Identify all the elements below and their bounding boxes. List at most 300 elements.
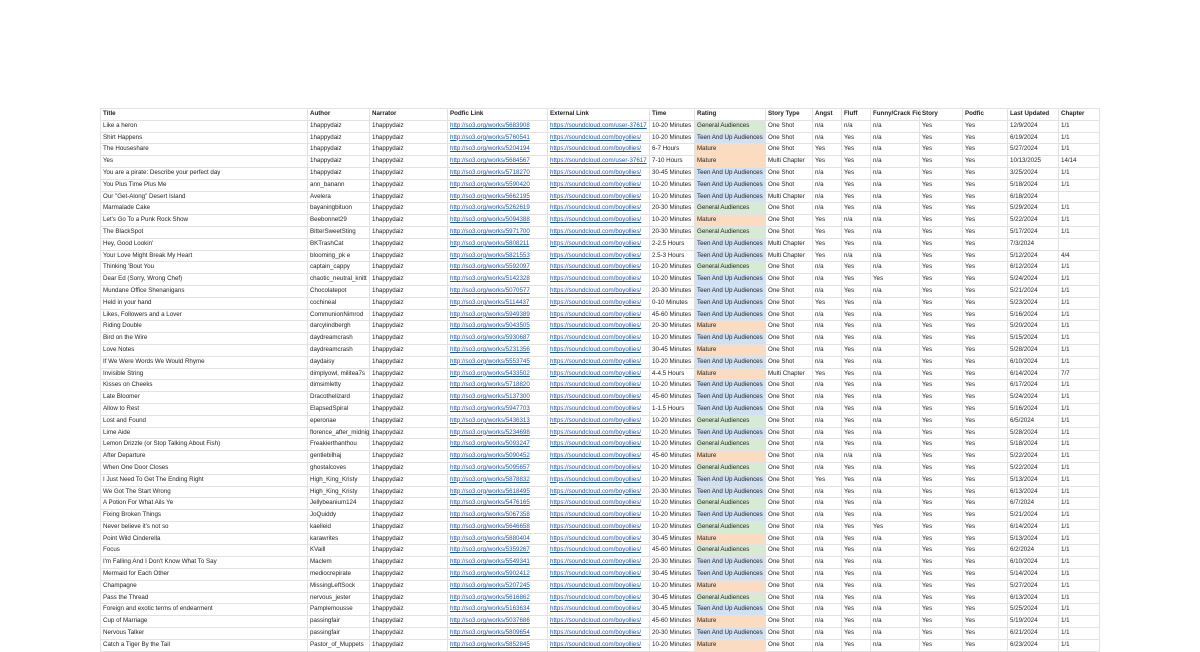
column-header-last-updated[interactable]: Last Updated (1008, 109, 1059, 121)
cell-funny-crack-fic[interactable]: Yes (871, 274, 920, 286)
cell-time[interactable]: 30-45 Minutes (650, 604, 695, 616)
cell-last-updated[interactable]: 3/25/2024 (1008, 167, 1059, 179)
cell-podfic-link[interactable]: http://so3.org/works/5683908 (448, 120, 548, 132)
cell-last-updated[interactable]: 6/14/2024 (1008, 368, 1059, 380)
cell-external-link[interactable]: https://soundcloud.com/boyollies/ (548, 533, 650, 545)
cell-author[interactable]: mediocrepirate (308, 569, 370, 581)
cell-rating[interactable]: General Audiences (695, 203, 766, 215)
cell-chapter[interactable]: 1/1 (1059, 120, 1100, 132)
cell-angst[interactable]: n/a (813, 132, 842, 144)
cell-funny-crack-fic[interactable]: n/a (871, 215, 920, 227)
cell-narrator[interactable]: 1happydaiz (370, 344, 448, 356)
column-header-author[interactable]: Author (308, 109, 370, 121)
cell-angst[interactable]: n/a (813, 462, 842, 474)
cell-external-link[interactable]: https://soundcloud.com/boyollies/ (548, 274, 650, 286)
cell-story[interactable]: Yes (920, 321, 963, 333)
cell-podfic-link[interactable]: http://so3.org/works/5142328 (448, 274, 548, 286)
cell-external-link[interactable]: https://soundcloud.com/boyollies/ (548, 321, 650, 333)
cell-last-updated[interactable]: 5/18/2024 (1008, 179, 1059, 191)
cell-chapter[interactable]: 1/1 (1059, 262, 1100, 274)
cell-time[interactable]: 20-30 Minutes (650, 203, 695, 215)
cell-podfic[interactable]: Yes (963, 309, 1008, 321)
cell-author[interactable]: 1happydaiz (308, 156, 370, 168)
cell-time[interactable]: 10-20 Minutes (650, 380, 695, 392)
cell-narrator[interactable]: 1happydaiz (370, 392, 448, 404)
cell-author[interactable]: dimsimletty (308, 380, 370, 392)
cell-fluff[interactable]: Yes (842, 344, 871, 356)
cell-fluff[interactable]: Yes (842, 167, 871, 179)
cell-time[interactable]: 7-10 Hours (650, 156, 695, 168)
cell-external-link[interactable]: https://soundcloud.com/boyollies/ (548, 403, 650, 415)
cell-fluff[interactable]: Yes (842, 403, 871, 415)
cell-time[interactable]: 0-10 Minutes (650, 297, 695, 309)
cell-story-type[interactable]: One Shot (766, 557, 813, 569)
cell-narrator[interactable]: 1happydaiz (370, 167, 448, 179)
cell-angst[interactable]: Yes (813, 156, 842, 168)
cell-fluff[interactable]: Yes (842, 510, 871, 522)
cell-funny-crack-fic[interactable]: n/a (871, 250, 920, 262)
cell-time[interactable]: 10-20 Minutes (650, 639, 695, 651)
cell-podfic[interactable]: Yes (963, 545, 1008, 557)
cell-story-type[interactable]: One Shot (766, 628, 813, 640)
cell-narrator[interactable]: 1happydaiz (370, 250, 448, 262)
cell-story-type[interactable]: One Shot (766, 545, 813, 557)
cell-time[interactable]: 4-4.5 Hours (650, 368, 695, 380)
cell-fluff[interactable]: Yes (842, 639, 871, 651)
cell-time[interactable]: 45-60 Minutes (650, 309, 695, 321)
cell-podfic[interactable]: Yes (963, 521, 1008, 533)
cell-chapter[interactable]: 7/7 (1059, 368, 1100, 380)
cell-podfic[interactable]: Yes (963, 321, 1008, 333)
cell-story[interactable]: Yes (920, 498, 963, 510)
cell-narrator[interactable]: 1happydaiz (370, 628, 448, 640)
cell-title[interactable]: Catch a Tiger By the Tail (101, 639, 308, 651)
cell-rating[interactable]: Mature (695, 156, 766, 168)
cell-story[interactable]: Yes (920, 462, 963, 474)
cell-funny-crack-fic[interactable]: Yes (871, 521, 920, 533)
cell-podfic[interactable]: Yes (963, 132, 1008, 144)
cell-author[interactable]: Dracothelizard (308, 392, 370, 404)
cell-rating[interactable]: Mature (695, 580, 766, 592)
cell-narrator[interactable]: 1happydaiz (370, 333, 448, 345)
cell-angst[interactable]: n/a (813, 392, 842, 404)
cell-fluff[interactable]: Yes (842, 592, 871, 604)
cell-rating[interactable]: General Audiences (695, 415, 766, 427)
cell-funny-crack-fic[interactable]: n/a (871, 203, 920, 215)
cell-chapter[interactable]: 14/14 (1059, 156, 1100, 168)
cell-last-updated[interactable]: 5/24/2024 (1008, 274, 1059, 286)
cell-last-updated[interactable]: 5/22/2024 (1008, 215, 1059, 227)
cell-narrator[interactable]: 1happydaiz (370, 274, 448, 286)
cell-title[interactable]: Your Love Might Break My Heart (101, 250, 308, 262)
cell-author[interactable]: BKTrashCat (308, 238, 370, 250)
cell-fluff[interactable]: Yes (842, 285, 871, 297)
cell-funny-crack-fic[interactable]: n/a (871, 462, 920, 474)
cell-story-type[interactable]: One Shot (766, 521, 813, 533)
column-header-story-type[interactable]: Story Type (766, 109, 813, 121)
cell-last-updated[interactable]: 6/12/2024 (1008, 262, 1059, 274)
cell-story-type[interactable]: One Shot (766, 403, 813, 415)
column-header-funny-crack-fic[interactable]: Funny/Crack Fic (871, 109, 920, 121)
cell-story[interactable]: Yes (920, 533, 963, 545)
cell-author[interactable]: ghostalcoves (308, 462, 370, 474)
cell-title[interactable]: Pass the Thread (101, 592, 308, 604)
cell-external-link[interactable]: https://soundcloud.com/boyollies/ (548, 639, 650, 651)
cell-last-updated[interactable]: 5/18/2024 (1008, 439, 1059, 451)
cell-rating[interactable]: General Audiences (695, 521, 766, 533)
cell-funny-crack-fic[interactable]: n/a (871, 368, 920, 380)
cell-podfic-link[interactable]: http://so3.org/works/5137300 (448, 392, 548, 404)
cell-author[interactable]: Pastor_of_Muppets (308, 639, 370, 651)
cell-story-type[interactable]: One Shot (766, 462, 813, 474)
cell-rating[interactable]: General Audiences (695, 592, 766, 604)
cell-external-link[interactable]: https://soundcloud.com/boyollies/ (548, 451, 650, 463)
cell-podfic-link[interactable]: http://so3.org/works/5549341 (448, 557, 548, 569)
cell-story-type[interactable]: One Shot (766, 179, 813, 191)
cell-podfic-link[interactable]: http://so3.org/works/5852845 (448, 639, 548, 651)
cell-funny-crack-fic[interactable]: n/a (871, 132, 920, 144)
cell-chapter[interactable]: 1/1 (1059, 557, 1100, 569)
cell-author[interactable]: gentlebilhaj (308, 451, 370, 463)
cell-narrator[interactable]: 1happydaiz (370, 451, 448, 463)
cell-story-type[interactable]: One Shot (766, 439, 813, 451)
cell-author[interactable]: nervous_jester (308, 592, 370, 604)
cell-angst[interactable]: n/a (813, 427, 842, 439)
cell-story[interactable]: Yes (920, 592, 963, 604)
cell-story[interactable]: Yes (920, 191, 963, 203)
cell-angst[interactable]: n/a (813, 580, 842, 592)
cell-angst[interactable]: Yes (813, 250, 842, 262)
cell-author[interactable]: Jellybeanium124 (308, 498, 370, 510)
cell-podfic[interactable]: Yes (963, 451, 1008, 463)
cell-angst[interactable]: n/a (813, 333, 842, 345)
cell-rating[interactable]: Teen And Up Audiences (695, 179, 766, 191)
cell-rating[interactable]: Teen And Up Audiences (695, 285, 766, 297)
cell-last-updated[interactable]: 5/22/2024 (1008, 462, 1059, 474)
cell-angst[interactable]: n/a (813, 321, 842, 333)
cell-external-link[interactable]: https://soundcloud.com/boyollies/ (548, 309, 650, 321)
cell-external-link[interactable]: https://soundcloud.com/boyollies/ (548, 144, 650, 156)
cell-time[interactable]: 45-60 Minutes (650, 392, 695, 404)
cell-podfic-link[interactable]: http://so3.org/works/5930687 (448, 333, 548, 345)
cell-title[interactable]: Lost and Found (101, 415, 308, 427)
cell-rating[interactable]: Teen And Up Audiences (695, 167, 766, 179)
cell-time[interactable]: 30-45 Minutes (650, 592, 695, 604)
cell-story-type[interactable]: One Shot (766, 639, 813, 651)
cell-title[interactable]: Invisible String (101, 368, 308, 380)
cell-podfic-link[interactable]: http://so3.org/works/5093247 (448, 439, 548, 451)
cell-angst[interactable]: Yes (813, 226, 842, 238)
cell-story-type[interactable]: Multi Chapter (766, 156, 813, 168)
cell-fluff[interactable]: n/a (842, 215, 871, 227)
cell-fluff[interactable]: Yes (842, 262, 871, 274)
cell-funny-crack-fic[interactable]: n/a (871, 285, 920, 297)
cell-story-type[interactable]: One Shot (766, 580, 813, 592)
cell-author[interactable]: 1happydaiz (308, 132, 370, 144)
cell-story-type[interactable]: One Shot (766, 498, 813, 510)
cell-author[interactable]: cochineal (308, 297, 370, 309)
cell-external-link[interactable]: https://soundcloud.com/boyollies/ (548, 486, 650, 498)
cell-chapter[interactable]: 1/1 (1059, 309, 1100, 321)
cell-title[interactable]: Late Bloomer (101, 392, 308, 404)
cell-angst[interactable]: Yes (813, 474, 842, 486)
cell-time[interactable]: 20-30 Minutes (650, 628, 695, 640)
cell-rating[interactable]: Teen And Up Audiences (695, 474, 766, 486)
cell-chapter[interactable]: 1/1 (1059, 380, 1100, 392)
column-header-podfic[interactable]: Podfic (963, 109, 1008, 121)
cell-time[interactable]: 30-45 Minutes (650, 344, 695, 356)
cell-funny-crack-fic[interactable]: n/a (871, 604, 920, 616)
cell-external-link[interactable]: https://soundcloud.com/boyollies/ (548, 521, 650, 533)
cell-author[interactable]: bayaningbituon (308, 203, 370, 215)
cell-story[interactable]: Yes (920, 344, 963, 356)
cell-external-link[interactable]: https://soundcloud.com/boyollies/ (548, 427, 650, 439)
cell-rating[interactable]: Mature (695, 639, 766, 651)
cell-title[interactable]: I Just Need To Get The Ending Right (101, 474, 308, 486)
cell-title[interactable]: When One Door Closes (101, 462, 308, 474)
cell-story[interactable]: Yes (920, 333, 963, 345)
cell-last-updated[interactable]: 5/15/2024 (1008, 333, 1059, 345)
cell-podfic[interactable]: Yes (963, 392, 1008, 404)
cell-external-link[interactable]: https://soundcloud.com/boyollies/ (548, 215, 650, 227)
cell-narrator[interactable]: 1happydaiz (370, 179, 448, 191)
cell-angst[interactable]: Yes (813, 215, 842, 227)
cell-rating[interactable]: Teen And Up Audiences (695, 238, 766, 250)
cell-title[interactable]: The BlackSpot (101, 226, 308, 238)
cell-author[interactable]: daydaisy (308, 356, 370, 368)
cell-last-updated[interactable]: 6/10/2024 (1008, 356, 1059, 368)
cell-story-type[interactable]: One Shot (766, 226, 813, 238)
cell-podfic-link[interactable]: http://so3.org/works/5718270 (448, 167, 548, 179)
cell-angst[interactable]: n/a (813, 403, 842, 415)
cell-fluff[interactable]: Yes (842, 521, 871, 533)
cell-last-updated[interactable]: 6/2/2024 (1008, 545, 1059, 557)
cell-story[interactable]: Yes (920, 451, 963, 463)
cell-chapter[interactable]: 1/1 (1059, 580, 1100, 592)
cell-story[interactable]: Yes (920, 604, 963, 616)
cell-time[interactable]: 45-60 Minutes (650, 616, 695, 628)
cell-angst[interactable]: n/a (813, 203, 842, 215)
cell-funny-crack-fic[interactable]: n/a (871, 545, 920, 557)
cell-funny-crack-fic[interactable]: n/a (871, 569, 920, 581)
cell-title[interactable]: Shirt Happens (101, 132, 308, 144)
cell-rating[interactable]: General Audiences (695, 120, 766, 132)
cell-angst[interactable]: n/a (813, 120, 842, 132)
cell-story-type[interactable]: One Shot (766, 533, 813, 545)
cell-podfic[interactable]: Yes (963, 238, 1008, 250)
cell-rating[interactable]: Mature (695, 616, 766, 628)
cell-chapter[interactable]: 1/1 (1059, 498, 1100, 510)
cell-podfic[interactable]: Yes (963, 498, 1008, 510)
cell-title[interactable]: Fixing Broken Things (101, 510, 308, 522)
cell-angst[interactable]: n/a (813, 262, 842, 274)
cell-funny-crack-fic[interactable]: n/a (871, 309, 920, 321)
cell-chapter[interactable]: 1/1 (1059, 592, 1100, 604)
cell-narrator[interactable]: 1happydaiz (370, 297, 448, 309)
cell-funny-crack-fic[interactable]: n/a (871, 179, 920, 191)
cell-story-type[interactable]: One Shot (766, 415, 813, 427)
cell-story-type[interactable]: One Shot (766, 616, 813, 628)
cell-external-link[interactable]: https://soundcloud.com/boyollies/ (548, 333, 650, 345)
cell-podfic-link[interactable]: http://so3.org/works/5043505 (448, 321, 548, 333)
cell-chapter[interactable]: 1/1 (1059, 333, 1100, 345)
cell-narrator[interactable]: 1happydaiz (370, 309, 448, 321)
cell-podfic-link[interactable]: http://so3.org/works/5947703 (448, 403, 548, 415)
cell-story-type[interactable]: One Shot (766, 274, 813, 286)
cell-narrator[interactable]: 1happydaiz (370, 498, 448, 510)
cell-author[interactable]: kaelleid (308, 521, 370, 533)
cell-narrator[interactable]: 1happydaiz (370, 427, 448, 439)
cell-author[interactable]: darcylindbergh (308, 321, 370, 333)
cell-angst[interactable]: n/a (813, 344, 842, 356)
cell-podfic[interactable]: Yes (963, 333, 1008, 345)
cell-funny-crack-fic[interactable]: n/a (871, 628, 920, 640)
cell-external-link[interactable]: https://soundcloud.com/boyollies/ (548, 179, 650, 191)
cell-funny-crack-fic[interactable]: n/a (871, 120, 920, 132)
cell-time[interactable]: 10-20 Minutes (650, 474, 695, 486)
cell-last-updated[interactable]: 6/13/2024 (1008, 486, 1059, 498)
cell-time[interactable]: 10-20 Minutes (650, 179, 695, 191)
cell-author[interactable]: 1happydaiz (308, 144, 370, 156)
cell-external-link[interactable]: https://soundcloud.com/boyollies/ (548, 368, 650, 380)
cell-podfic-link[interactable]: http://so3.org/works/5760541 (448, 132, 548, 144)
cell-time[interactable]: 1-1.5 Hours (650, 403, 695, 415)
cell-podfic[interactable]: Yes (963, 427, 1008, 439)
cell-fluff[interactable]: Yes (842, 486, 871, 498)
cell-fluff[interactable]: Yes (842, 297, 871, 309)
cell-external-link[interactable]: https://soundcloud.com/boyollies/ (548, 557, 650, 569)
cell-story[interactable]: Yes (920, 639, 963, 651)
cell-chapter[interactable]: 1/1 (1059, 545, 1100, 557)
cell-fluff[interactable]: Yes (842, 226, 871, 238)
cell-narrator[interactable]: 1happydaiz (370, 474, 448, 486)
cell-podfic[interactable]: Yes (963, 297, 1008, 309)
cell-angst[interactable]: n/a (813, 285, 842, 297)
cell-last-updated[interactable]: 7/3/2024 (1008, 238, 1059, 250)
cell-rating[interactable]: General Audiences (695, 462, 766, 474)
cell-funny-crack-fic[interactable]: n/a (871, 191, 920, 203)
cell-story-type[interactable]: One Shot (766, 203, 813, 215)
cell-story-type[interactable]: One Shot (766, 510, 813, 522)
cell-rating[interactable]: Mature (695, 451, 766, 463)
column-header-rating[interactable]: Rating (695, 109, 766, 121)
cell-story[interactable]: Yes (920, 427, 963, 439)
cell-fluff[interactable]: Yes (842, 498, 871, 510)
cell-chapter[interactable]: 1/1 (1059, 439, 1100, 451)
cell-author[interactable]: karawrites (308, 533, 370, 545)
cell-last-updated[interactable]: 6/7/2024 (1008, 498, 1059, 510)
cell-external-link[interactable]: https://soundcloud.com/user-37617 (548, 156, 650, 168)
cell-fluff[interactable]: n/a (842, 250, 871, 262)
cell-funny-crack-fic[interactable]: n/a (871, 451, 920, 463)
cell-story-type[interactable]: One Shot (766, 486, 813, 498)
cell-podfic[interactable]: Yes (963, 262, 1008, 274)
cell-last-updated[interactable]: 5/21/2024 (1008, 285, 1059, 297)
cell-last-updated[interactable]: 5/23/2024 (1008, 297, 1059, 309)
cell-chapter[interactable]: 1/1 (1059, 628, 1100, 640)
cell-funny-crack-fic[interactable]: n/a (871, 167, 920, 179)
cell-narrator[interactable]: 1happydaiz (370, 616, 448, 628)
cell-last-updated[interactable]: 5/28/2024 (1008, 427, 1059, 439)
cell-time[interactable]: 30-45 Minutes (650, 167, 695, 179)
cell-external-link[interactable]: https://soundcloud.com/boyollies/ (548, 474, 650, 486)
cell-chapter[interactable]: 1/1 (1059, 274, 1100, 286)
cell-author[interactable]: Avelera (308, 191, 370, 203)
cell-podfic-link[interactable]: http://so3.org/works/5207245 (448, 580, 548, 592)
cell-time[interactable]: 6-7 Hours (650, 144, 695, 156)
cell-funny-crack-fic[interactable]: n/a (871, 321, 920, 333)
cell-podfic-link[interactable]: http://so3.org/works/5646658 (448, 521, 548, 533)
cell-story-type[interactable]: One Shot (766, 144, 813, 156)
cell-podfic-link[interactable]: http://so3.org/works/5553745 (448, 356, 548, 368)
cell-podfic-link[interactable]: http://so3.org/works/5590420 (448, 179, 548, 191)
cell-podfic[interactable]: Yes (963, 226, 1008, 238)
cell-time[interactable]: 30-45 Minutes (650, 533, 695, 545)
cell-chapter[interactable]: 1/1 (1059, 521, 1100, 533)
cell-podfic[interactable]: Yes (963, 628, 1008, 640)
cell-fluff[interactable]: Yes (842, 392, 871, 404)
cell-podfic[interactable]: Yes (963, 285, 1008, 297)
cell-story-type[interactable]: One Shot (766, 333, 813, 345)
cell-story-type[interactable]: One Shot (766, 344, 813, 356)
cell-podfic[interactable]: Yes (963, 250, 1008, 262)
cell-time[interactable]: 10-20 Minutes (650, 356, 695, 368)
cell-fluff[interactable]: Yes (842, 616, 871, 628)
cell-time[interactable]: 45-60 Minutes (650, 451, 695, 463)
cell-title[interactable]: Foreign and exotic terms of endearment (101, 604, 308, 616)
cell-narrator[interactable]: 1happydaiz (370, 533, 448, 545)
cell-podfic[interactable]: Yes (963, 533, 1008, 545)
cell-fluff[interactable]: Yes (842, 321, 871, 333)
cell-author[interactable]: Freakierthanthou (308, 439, 370, 451)
cell-podfic[interactable]: Yes (963, 120, 1008, 132)
cell-chapter[interactable]: 1/1 (1059, 215, 1100, 227)
cell-angst[interactable]: n/a (813, 569, 842, 581)
cell-chapter[interactable]: 1/1 (1059, 427, 1100, 439)
cell-narrator[interactable]: 1happydaiz (370, 120, 448, 132)
cell-title[interactable]: Love Notes (101, 344, 308, 356)
cell-narrator[interactable]: 1happydaiz (370, 545, 448, 557)
cell-podfic[interactable]: Yes (963, 179, 1008, 191)
cell-podfic[interactable]: Yes (963, 639, 1008, 651)
cell-chapter[interactable]: 1/1 (1059, 510, 1100, 522)
cell-title[interactable]: Our "Get-Along" Desert Island (101, 191, 308, 203)
cell-author[interactable]: passingfair (308, 616, 370, 628)
cell-story-type[interactable]: One Shot (766, 297, 813, 309)
cell-external-link[interactable]: https://soundcloud.com/boyollies/ (548, 250, 650, 262)
cell-rating[interactable]: Teen And Up Audiences (695, 486, 766, 498)
cell-podfic[interactable]: Yes (963, 616, 1008, 628)
cell-funny-crack-fic[interactable]: n/a (871, 297, 920, 309)
cell-angst[interactable]: Yes (813, 238, 842, 250)
cell-podfic-link[interactable]: http://so3.org/works/5095657 (448, 462, 548, 474)
cell-external-link[interactable]: https://soundcloud.com/boyollies/ (548, 510, 650, 522)
cell-fluff[interactable]: Yes (842, 380, 871, 392)
cell-narrator[interactable]: 1happydaiz (370, 639, 448, 651)
cell-time[interactable]: 2-2.5 Hours (650, 238, 695, 250)
cell-fluff[interactable]: Yes (842, 462, 871, 474)
cell-funny-crack-fic[interactable]: n/a (871, 238, 920, 250)
cell-podfic[interactable]: Yes (963, 368, 1008, 380)
cell-fluff[interactable]: Yes (842, 628, 871, 640)
cell-author[interactable]: chaotic_neutral_knitt (308, 274, 370, 286)
cell-angst[interactable]: n/a (813, 309, 842, 321)
cell-podfic-link[interactable]: http://so3.org/works/5037686 (448, 616, 548, 628)
cell-podfic-link[interactable]: http://so3.org/works/5880404 (448, 533, 548, 545)
cell-podfic-link[interactable]: http://so3.org/works/5592097 (448, 262, 548, 274)
cell-last-updated[interactable]: 6/17/2024 (1008, 380, 1059, 392)
cell-rating[interactable]: General Audiences (695, 226, 766, 238)
